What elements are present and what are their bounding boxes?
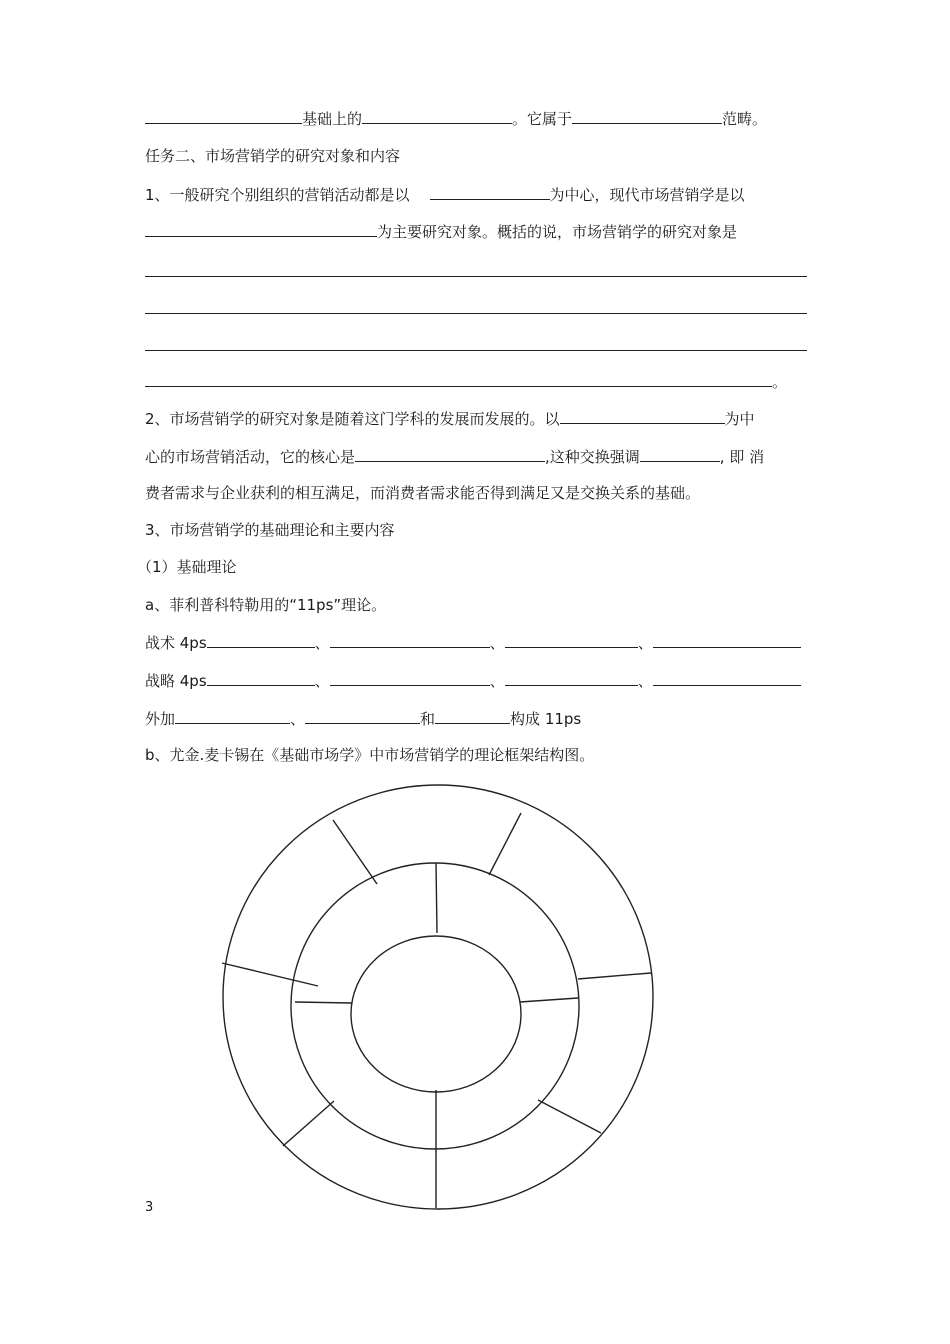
text-segment: 1、一般研究个别组织的营销活动都是以 — [145, 186, 410, 204]
item-b: b、尤金.麦卡锡在《基础市场学》中市场营销学的理论框架结构图。 — [145, 746, 595, 764]
label: 战术 4ps — [145, 634, 207, 652]
text-segment: 为中 — [724, 410, 755, 428]
question-2-line-3: 费者需求与企业获利的相互满足，而消费者需求能否得到满足又是交换关系的基础。 — [145, 484, 701, 502]
text-segment: 。 — [772, 373, 788, 391]
middle-ring — [291, 863, 579, 1149]
section-heading-task2: 任务二、市场营销学的研究对象和内容 — [145, 147, 401, 165]
text-segment: 基础上的 — [302, 110, 363, 128]
page-number: 3 — [145, 1200, 154, 1215]
text-segment: 构成 11ps — [510, 710, 582, 728]
separator: 、 — [314, 634, 330, 652]
text-segment: ,这种交换强调 — [545, 448, 640, 466]
divider — [578, 973, 651, 979]
separator: 、 — [489, 634, 505, 652]
item-a: a、菲利普科特勒用的“11ps”理论。 — [145, 596, 387, 614]
text-segment: 2、市场营销学的研究对象是随着这门学科的发展而发展的。以 — [145, 410, 560, 428]
divider — [489, 813, 521, 875]
label: 外加 — [145, 710, 176, 728]
divider — [222, 963, 318, 986]
separator: 、 — [290, 710, 306, 728]
text-segment: 和 — [420, 710, 436, 728]
separator: 、 — [637, 634, 653, 652]
outer-ring — [223, 785, 653, 1209]
inner-circle — [351, 936, 521, 1092]
text-segment: 。它属于 — [512, 110, 573, 128]
text-segment: 为中心，现代市场营销学是以 — [549, 186, 745, 204]
text-segment: 为主要研究对象。概括的说，市场营销学的研究对象是 — [377, 223, 738, 241]
label: 战略 4ps — [145, 672, 207, 690]
divider — [538, 1100, 601, 1133]
separator: 、 — [489, 672, 505, 690]
text-segment: 心的市场营销活动，它的核心是 — [145, 448, 356, 466]
text-segment: , 即 消 — [719, 448, 765, 466]
divider — [520, 998, 578, 1002]
divider — [295, 1002, 352, 1003]
divider — [333, 820, 377, 884]
subsection-basic-theory: （1）基础理论 — [137, 558, 237, 576]
separator: 、 — [314, 672, 330, 690]
separator: 、 — [637, 672, 653, 690]
divider — [283, 1101, 334, 1146]
divider — [436, 863, 437, 933]
question-3-heading: 3、市场营销学的基础理论和主要内容 — [145, 521, 395, 539]
text-segment: 范畴。 — [722, 110, 768, 128]
